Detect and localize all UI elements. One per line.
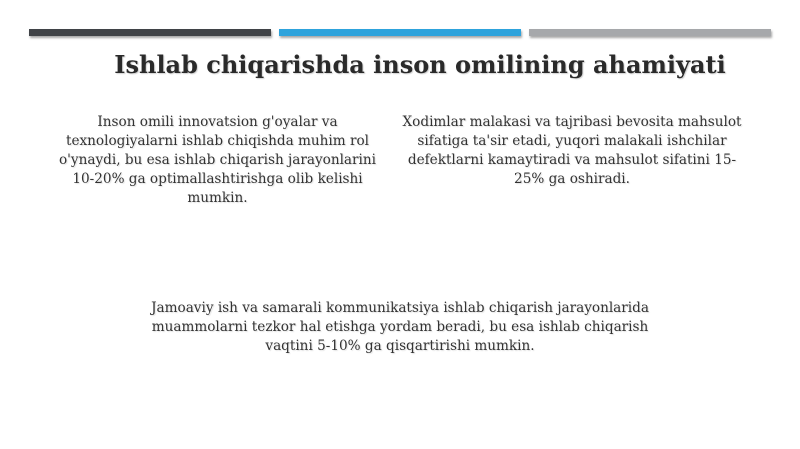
accent-bar-blue: [279, 29, 521, 36]
accent-bar-gray: [529, 29, 771, 36]
slide-title: Ishlab chiqarishda inson omilining ahamiyati: [114, 50, 726, 79]
text-block-innovation: Inson omili innovatsion g'oyalar va texnologiyalarni ishlab chiqishda muhim rol o'ynaydi, bu esa ishlab chiqarish jarayonlarini 10-20% ga optimallashtirishga olib kelishi mumkin.: [59, 114, 376, 206]
text-block-quality: Xodimlar malakasi va tajribasi bevosita mahsulot sifatiga ta'sir etadi, yuqori malakali ishchilar defektlarni kamaytiradi va mahsulot sifatini 15-25% ga oshiradi.: [402, 114, 742, 187]
accent-bar-dark: [29, 29, 271, 36]
text-block-teamwork: Jamoaviy ish va samarali kommunikatsiya ishlab chiqarish jarayonlarida muammolarni tezkor hal etishga yordam beradi, bu esa ishlab chiqarish vaqtini 5-10% ga qisqartirishi mumkin.: [151, 300, 649, 354]
header-accent-bars: [29, 29, 771, 38]
